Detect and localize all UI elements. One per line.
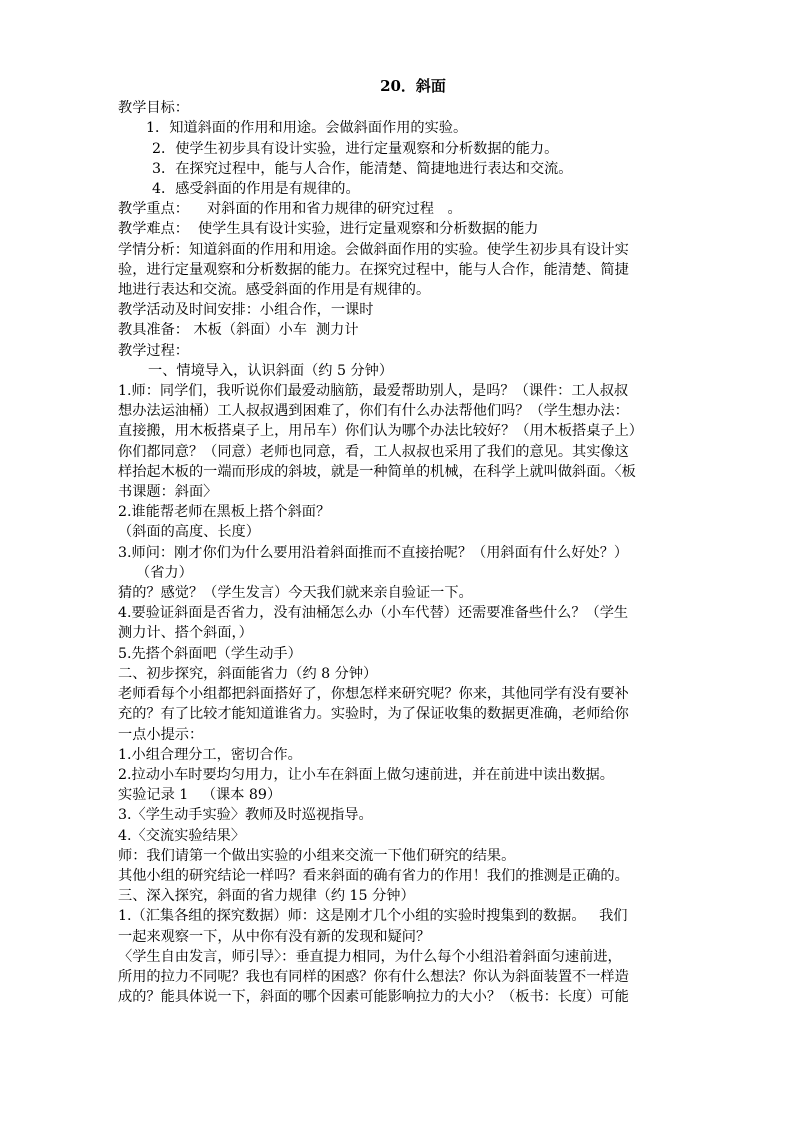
paragraph-line: 一起来观察一下，从中你有没有新的发现和疑问？ (118, 928, 431, 945)
paragraph-line: 2.谁能帮老师在黑板上搭个斜面？ (118, 504, 331, 521)
paragraph-line: 实验记录 1 （课本 89） (118, 787, 282, 804)
key-points: 教学重点： 对斜面的作用和省力规律的研究过程 。 (118, 201, 462, 218)
goal-item: 2．使学生初步具有设计实验，进行定量观察和分析数据的能力。 (152, 140, 559, 157)
activity-time: 教学活动及时间安排：小组合作，一课时 (118, 302, 374, 319)
paragraph-line: 老师看每个小组都把斜面搭好了，你想怎样来研究呢？你来，其他同学有没有要补 (118, 686, 629, 703)
paragraph-line: 测力计、搭个斜面，） (118, 625, 253, 642)
paragraph-line: 所用的拉力不同呢？我也有同样的困惑？你有什么想法？你认为斜面装置不一样造 (118, 968, 629, 985)
difficulties: 教学难点： 使学生具有设计实验，进行定量观察和分析数据的能力 (118, 221, 539, 238)
paragraph-line: 猜的？感觉？（学生发言）今天我们就来亲自验证一下。 (118, 585, 473, 602)
paragraph-line: （省力） (136, 564, 193, 581)
paragraph-line: 你们都同意？（同意）老师也同意，看，工人叔叔也采用了我们的意见。其实像这 (118, 443, 629, 460)
paragraph-line: 师：我们请第一个做出实验的小组来交流一下他们研究的结果。 (118, 847, 516, 864)
paragraph-line: 4.要验证斜面是否省力，没有油桶怎么办（小车代替）还需要准备些什么？（学生 (118, 605, 629, 622)
goal-item: 1．知道斜面的作用和用途。会做斜面作用的实验。 (146, 120, 468, 137)
process-label: 教学过程： (118, 342, 189, 359)
page-title: 20．斜面 (380, 77, 446, 95)
paragraph-line: 书课题：斜面〉 (118, 484, 218, 501)
section-title: 二、初步探究，斜面能省力（约 8 分钟） (118, 665, 378, 682)
paragraph-line: 2.拉动小车时要均匀用力，让小车在斜面上做匀速前进，并在前进中读出数据。 (118, 766, 614, 783)
paragraph-line: 1.小组合理分工，密切合作。 (118, 746, 302, 763)
paragraph-line: 1.师：同学们，我听说你们最爱动脑筋，最爱帮助别人，是吗？（课件：工人叔叔 (118, 383, 629, 400)
paragraph-line: 1.（汇集各组的探究数据）师：这是刚才几个小组的实验时搜集到的数据。 我们 (118, 908, 628, 925)
paragraph-line: 5.先搭个斜面吧（学生动手） (118, 645, 302, 662)
section-title: 一、情境导入，认识斜面（约 5 分钟） (148, 362, 394, 379)
analysis-line: 地进行表达和交流。感受斜面的作用是有规律的。 (118, 282, 431, 299)
goals-label: 教学目标： (118, 100, 189, 117)
analysis-line: 验，进行定量观察和分析数据的能力。在探究过程中，能与人合作，能清楚、简捷 (118, 261, 629, 278)
tools: 教具准备： 木板（斜面）小车 测力计 (118, 322, 359, 339)
paragraph-line: 其他小组的研究结论一样吗？看来斜面的确有省力的作用！我们的推测是正确的。 (118, 867, 629, 884)
section-title: 三、深入探究，斜面的省力规律（约 15 分钟） (118, 888, 415, 905)
paragraph-line: 直接搬，用木板搭桌子上，用吊车）你们认为哪个办法比较好？（用木板搭桌子上） (118, 423, 643, 440)
paragraph-line: 充的？有了比较才能知道谁省力。实验时，为了保证收集的数据更准确，老师给你 (118, 706, 629, 723)
analysis-line: 学情分析：知道斜面的作用和用途。会做斜面作用的实验。使学生初步具有设计实 (118, 241, 629, 258)
paragraph-line: 想办法运油桶）工人叔叔遇到困难了，你们有什么办法帮他们吗？（学生想办法： (118, 403, 629, 420)
paragraph-line: （斜面的高度、长度） (118, 524, 260, 541)
paragraph-line: 一点小提示： (118, 726, 204, 743)
paragraph-line: 3.师问：刚才你们为什么要用沿着斜面推而不直接抬呢？（用斜面有什么好处？） (118, 544, 629, 561)
goal-item: 4．感受斜面的作用是有规律的。 (152, 181, 360, 198)
paragraph-line: 3.〈学生动手实验〉教师及时巡视指导。 (118, 807, 373, 824)
paragraph-line: 〈学生自由发言，师引导〉：垂直提力相同，为什么每个小组沿着斜面匀速前进， (118, 948, 622, 965)
paragraph-line: 成的？能具体说一下，斜面的哪个因素可能影响拉力的大小？（板书：长度）可能 (118, 989, 629, 1006)
goal-item: 3．在探究过程中，能与人合作，能清楚、简捷地进行表达和交流。 (152, 160, 573, 177)
document-page (118, 76, 708, 1007)
paragraph-line: 样抬起木板的一端而形成的斜坡，就是一种简单的机械，在科学上就叫做斜面。〈板 (118, 463, 636, 480)
paragraph-line: 4.〈交流实验结果〉 (118, 827, 246, 844)
